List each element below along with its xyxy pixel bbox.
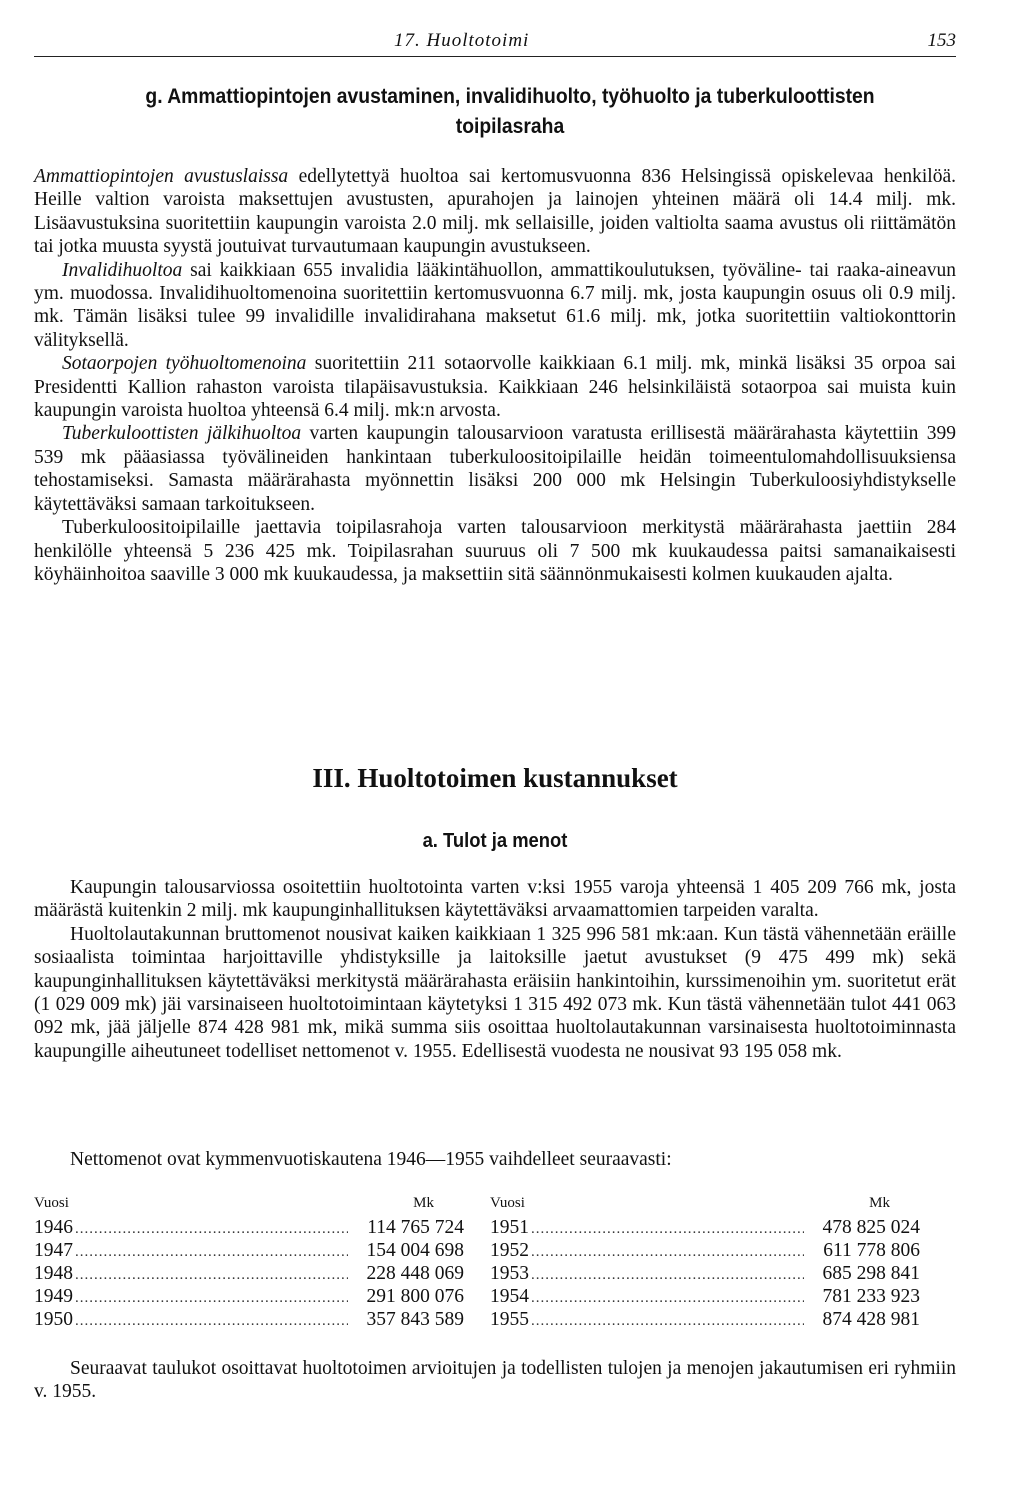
table-row: [490, 1309, 920, 1332]
table-row: [490, 1240, 920, 1263]
amount-cell: 611 778 806: [823, 1240, 920, 1261]
year-cell: 1948: [34, 1263, 73, 1284]
leader-dots: [75, 1290, 348, 1307]
leader-dots: [531, 1313, 804, 1330]
table-row: [34, 1217, 464, 1240]
table-row: [34, 1263, 464, 1286]
paragraph-bruttomenot: Huoltolautakunnan bruttomenot nousivat kaiken kaikkiaan 1 325 996 581 mk:aan. Kun tästä vähennetään eräille sosiaalista toimintaa harjoittaville yhdistyksille ja laitoksille jaetut avustukset (9 475 499 mk) sekä kaupunginhallituksen käytettäväksi merkitystä määrärahasta eräisiin hankintoihin, kurssimenoihin ym. suoritetut erät (1 029 009 mk) jäi varsinaiseen huoltotoimintaan käytetyksi 1 315 492 073 mk. Kun tästä vähennetään tulot 441 063 092 mk, jää jäljelle 874 428 981 mk, mikä summa siis osoittaa huoltolautakunnan varsinaisesta huoltotoiminnasta kaupungille aiheutuneet todelliset nettomenot v. 1955. Edellisestä vuodesta ne nousivat 93 195 058 mk.: [34, 923, 956, 1062]
column-header-amount: Mk: [413, 1195, 434, 1211]
section-g-heading-line1: g. Ammattiopintojen avustaminen, invalidihuolto, työhuolto ja tuberkuloottisten: [145, 85, 875, 108]
leader-dots: [75, 1313, 348, 1330]
amount-cell: 685 298 841: [822, 1263, 920, 1284]
table-intro: Nettomenot ovat kymmenvuotiskautena 1946—1955 vaihdelleet seuraavasti:: [70, 1149, 672, 1170]
amount-cell: 114 765 724: [367, 1217, 464, 1238]
amount-cell: 228 448 069: [366, 1263, 464, 1284]
column-header-year: Vuosi: [34, 1195, 69, 1211]
leader-dots: [531, 1221, 804, 1238]
paragraph-text: varten kaupungin talousarvioon varatusta erillisestä määrärahasta käytettiin 399 539 mk pääasiassa työvälineiden hankintaan tuberkuloositoipilaille heidän toimeentulomahdollisuuksiensa tehostamiseksi. Samasta määrärahasta myönnettin lisäksi 200 000 mk Helsingin Tuberkuloosiyhdistykselle käytettäväksi samaan tarkoitukseen.: [34, 423, 956, 515]
section-g-heading: [114, 82, 905, 142]
header-rule: [34, 56, 956, 57]
amount-cell: 154 004 698: [366, 1240, 464, 1261]
table-row: [490, 1217, 920, 1240]
paragraph-invalidihuolto: [34, 259, 956, 353]
year-cell: 1952: [490, 1240, 529, 1261]
leader-dots: [531, 1290, 804, 1307]
page-number: 153: [927, 30, 956, 51]
leader-dots: [75, 1244, 348, 1261]
table-row: [34, 1309, 464, 1332]
year-cell: 1949: [34, 1286, 73, 1307]
amount-cell: 291 800 076: [366, 1286, 464, 1307]
table-row: [490, 1263, 920, 1286]
leader-dots: [531, 1244, 804, 1261]
section-g-heading-line2: toipilasraha: [455, 115, 565, 138]
year-cell: 1954: [490, 1286, 529, 1307]
section-a-heading: a. Tulot ja menot: [422, 830, 568, 852]
leader-dots: [75, 1221, 348, 1238]
amount-cell: 478 825 024: [822, 1217, 920, 1238]
paragraph-text: suoritettiin 211 sotaorvolle kaikkiaan 6.1 milj. mk, minkä lisäksi 35 orpoa sai Presidentti Kallion rahaston varoista tilapäisavustuksia. Kaikkiaan 246 helsinkiläistä sotaorpoa sai muista kuin kaupungin varoista huoltoa yhteensä 6.4 milj. mk:n arvosta.: [34, 353, 956, 422]
year-cell: 1953: [490, 1263, 529, 1284]
running-head: [34, 30, 992, 54]
leader-dots: [531, 1267, 804, 1284]
chapter-heading: III. Huoltotoimen kustannukset: [312, 763, 678, 793]
amount-cell: 357 843 589: [366, 1309, 464, 1330]
paragraph-text: sai kaikkiaan 655 invalidia lääkintähuollon, ammattikoulutuksen, työväline- tai raaka-aineavun ym. muodossa. Invalidihuoltomenoina suoritettiin kertomusvuonna 6.7 milj. mk, josta kaupungin osuus oli 0.9 milj. mk. Tämän lisäksi tulee 99 invalidille invalidirahana maksetut 61.6 milj. mk, jotka suoritettiin valtiokonttorin välityksellä.: [34, 259, 956, 351]
table-header: [490, 1191, 920, 1217]
column-header-year: Vuosi: [490, 1195, 525, 1211]
table-column-left: [34, 1191, 464, 1332]
amount-cell: 874 428 981: [822, 1309, 920, 1330]
table-header: [34, 1191, 464, 1217]
section-g-body: [34, 165, 956, 586]
paragraph-talousarvio: Kaupungin talousarviossa osoitettiin huoltotointa varten v:ksi 1955 varoja yhteensä 1 405 209 766 mk, josta määrästä kuitenkin 2 milj. mk kaupunginhallituksen käytettäväksi arvaamattomien tarpeiden varalta.: [34, 877, 956, 922]
table-row: [34, 1286, 464, 1309]
year-cell: 1950: [34, 1309, 73, 1330]
leader-dots: [75, 1267, 348, 1284]
paragraph-toipilasraha: Tuberkuloositoipilaille jaettavia toipilasrahoja varten talousarvioon merkitystä määrärahasta jaettiin 284 henkilölle yhteensä 5 236 425 mk. Toipilasrahan suuruus oli 7 500 mk kuukaudessa paitsi samanaikaisesti köyhäinhoitoa saaville 3 000 mk kuukaudessa, ja maksettiin sitä säännönmukaisesti kolmen kuukauden ajalta.: [34, 517, 956, 585]
paragraph-lead: Ammattiopintojen avustuslaissa: [34, 166, 289, 187]
paragraph-lead: Invalidihuoltoa: [62, 259, 183, 281]
paragraph-sotaorvot: [34, 352, 956, 422]
year-cell: 1947: [34, 1240, 73, 1261]
table-row: [34, 1240, 464, 1263]
table-column-right: [490, 1191, 920, 1332]
closing-text: Seuraavat taulukot osoittavat huoltotoimen arvioitujen ja todellisten tulojen ja menojen jakautumisen eri ryhmiin v. 1955.: [34, 1358, 956, 1403]
amount-cell: 781 233 923: [822, 1286, 920, 1307]
paragraph-text: edellytettyä huoltoa sai kertomusvuonna 836 Helsingissä opiskelevaa henkilöä. Heille valtion varoista maksettujen avustusten, apurahojen ja lainojen yhteinen määrä oli 14.4 milj. mk. Lisäavustuksina suoritettiin kaupungin varoista 2.0 milj. mk sellaisille, joiden valtiolta saama avustus oli riittämätön tai jotka muusta syystä joutuivat turvautumaan kaupungin avustukseen.: [34, 166, 956, 258]
closing-paragraph: [34, 1357, 956, 1404]
paragraph-tuberkuloottiset: [34, 422, 956, 516]
year-cell: 1946: [34, 1217, 73, 1238]
paragraph-lead: Sotaorpojen työhuoltomenoina: [62, 353, 307, 375]
paragraph-ammattiopinnot: [34, 165, 956, 259]
paragraph-lead: Tuberkuloottisten jälkihuoltoa: [62, 423, 302, 445]
year-cell: 1955: [490, 1309, 529, 1330]
running-head-title: 17. Huoltotoimi: [394, 30, 530, 51]
column-header-amount: Mk: [869, 1195, 890, 1211]
year-cell: 1951: [490, 1217, 529, 1238]
table-row: [490, 1286, 920, 1309]
section-a-body: [34, 876, 956, 1063]
